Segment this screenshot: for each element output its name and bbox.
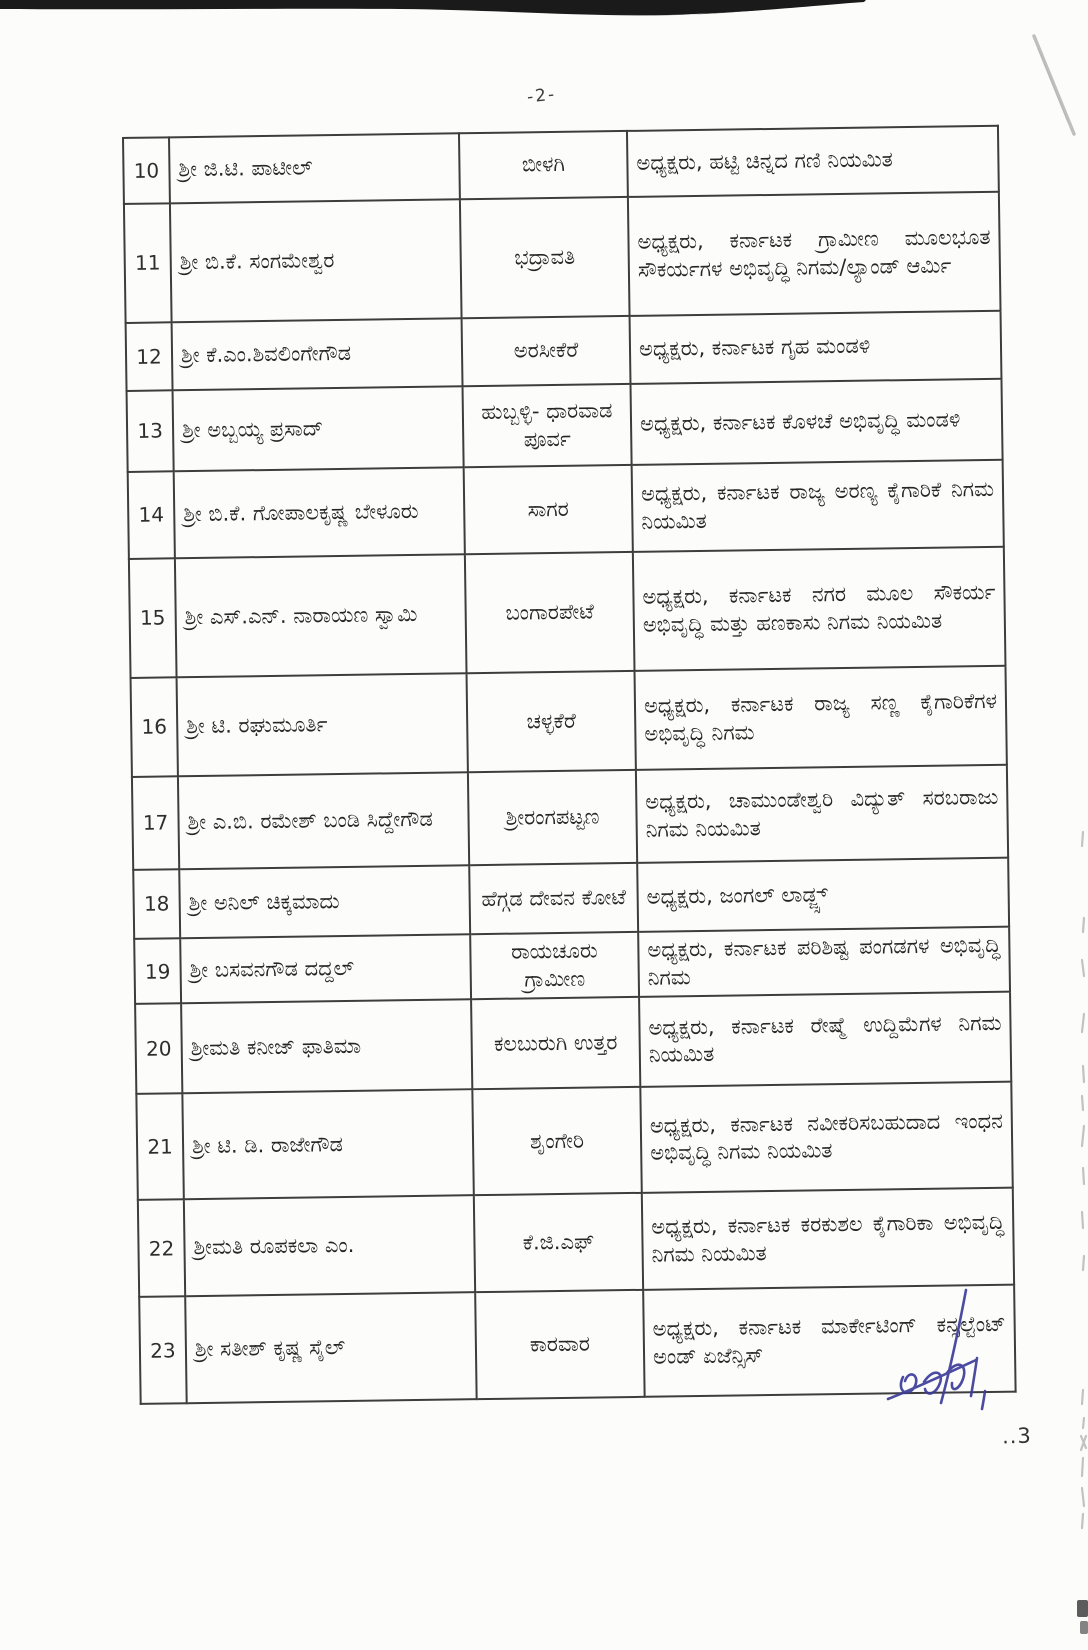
row-number-cell: 17	[132, 776, 179, 870]
appointments-table	[122, 125, 1017, 1406]
table-row	[138, 1188, 1014, 1297]
name-cell: ಶ್ರೀಮತಿ ಕನೀಜ್ ಫಾತಿಮಾ	[181, 1000, 472, 1094]
row-number-cell: 13	[127, 390, 174, 472]
row-number-cell: 12	[126, 322, 173, 391]
name-cell: ಶ್ರೀಮತಿ ರೂಪಕಲಾ ಎಂ.	[184, 1196, 475, 1297]
row-number-cell: 19	[134, 938, 181, 1004]
constituency-cell: ಹುಬ್ಬಳ್ಳಿ- ಧಾರವಾಡ ಪೂರ್ವ	[463, 384, 632, 467]
table-row	[124, 192, 1001, 323]
row-number-cell: 18	[133, 869, 180, 939]
constituency-cell: ಹೆಗ್ಗಡ ದೇವನ ಕೋಟೆ	[469, 863, 638, 934]
constituency-cell: ಅರಸೀಕೆರೆ	[462, 316, 631, 386]
row-number-cell: 22	[138, 1200, 185, 1298]
table-row	[135, 992, 1011, 1094]
constituency-cell: ಕಾರವಾರ	[475, 1290, 644, 1399]
bottom-edge-artifact	[1077, 1600, 1088, 1634]
name-cell: ಶ್ರೀ ಟಿ. ಡಿ. ರಾಜೇಗೌಡ	[182, 1090, 473, 1200]
designation-cell: ಅಧ್ಯಕ್ಷರು, ಕರ್ನಾಟಕ ಪರಿಶಿಷ್ಟ ಪಂಗಡಗಳ ಅಭಿವೃದ್ಧಿ ನಿಗಮ	[638, 927, 1010, 998]
table-row	[128, 460, 1004, 559]
name-cell: ಶ್ರೀ ಸತೀಶ್ ಕೃಷ್ಣ ಸೈಲ್	[185, 1293, 476, 1404]
constituency-cell: ಶ್ರೀರಂಗಪಟ್ಟಣ	[468, 770, 637, 865]
page-continuation-marker: ..3	[1001, 1423, 1033, 1449]
designation-cell: ಅಧ್ಯಕ್ಷರು, ಕರ್ನಾಟಕ ಕರಕುಶಲ ಕೈಗಾರಿಕಾ ಅಭಿವೃದ್ಧಿ ನಿಗಮ ನಿಯಮಿತ	[642, 1188, 1014, 1290]
table-row	[139, 1285, 1015, 1404]
name-cell: ಶ್ರೀ ಕೆ.ಎಂ.ಶಿವಲಿಂಗೇಗೌಡ	[172, 318, 463, 390]
name-cell: ಶ್ರೀ ಅನಿಲ್ ಚಿಕ್ಕಮಾದು	[179, 865, 470, 938]
table-row	[126, 311, 1002, 391]
row-number-cell: 20	[135, 1004, 182, 1095]
constituency-cell: ಚಳ್ಳಕೆರೆ	[467, 671, 636, 772]
name-cell: ಶ್ರೀ ಬಿ.ಕೆ. ಗೋಪಾಲಕೃಷ್ಣ ಬೇಳೂರು	[174, 467, 465, 558]
name-cell: ಶ್ರೀ ಟಿ. ರಘುಮೂರ್ತಿ	[177, 673, 468, 776]
table-row	[132, 765, 1008, 870]
constituency-cell: ಶೃಂಗೇರಿ	[472, 1087, 641, 1195]
name-cell: ಶ್ರೀ ಬಸವನಗೌಡ ದದ್ದಲ್	[180, 934, 471, 1003]
constituency-cell: ಕೆ.ಜಿ.ಎಫ್	[474, 1193, 643, 1292]
designation-cell: ಅಧ್ಯಕ್ಷರು, ಚಾಮುಂಡೇಶ್ವರಿ ವಿದ್ಯುತ್ ಸರಬರಾಜು ನಿಗಮ ನಿಯಮಿತ	[636, 765, 1008, 863]
row-number-cell: 15	[129, 558, 177, 678]
constituency-cell: ಭದ್ರಾವತಿ	[460, 197, 630, 318]
designation-cell: ಅಧ್ಯಕ್ಷರು, ಹಟ್ಟಿ ಚಿನ್ನದ ಗಣಿ ನಿಯಮಿತ	[627, 126, 999, 197]
designation-cell: ಅಧ್ಯಕ್ಷರು, ಕರ್ನಾಟಕ ಗೃಹ ಮಂಡಳಿ	[630, 311, 1002, 384]
constituency-cell: ಸಾಗರ	[464, 465, 633, 554]
page-number: -2-	[526, 84, 558, 108]
designation-cell: ಅಧ್ಯಕ್ಷರು, ಕರ್ನಾಟಕ ರೇಷ್ಮೆ ಉದ್ದಿಮೆಗಳ ನಿಗಮ ನಿಯಮಿತ	[639, 992, 1011, 1087]
row-number-cell: 16	[131, 677, 178, 777]
designation-cell: ಅಧ್ಯಕ್ಷರು, ಕರ್ನಾಟಕ ನವೀಕರಿಸಬಹುದಾದ ಇಂಧನ ಅಭಿವೃದ್ಧಿ ನಿಗಮ ನಿಯಮಿತ	[640, 1082, 1012, 1193]
row-number-cell: 10	[123, 137, 170, 204]
name-cell: ಶ್ರೀ ಎ.ಬಿ. ರಮೇಶ್ ಬಂಡಿ ಸಿದ್ದೇಗೌಡ	[178, 772, 469, 869]
constituency-cell: ಬಂಗಾರಪೇಟೆ	[465, 552, 635, 673]
constituency-cell: ಕಲಬುರುಗಿ ಉತ್ತರ	[471, 997, 640, 1089]
name-cell: ಶ್ರೀ ಅಬ್ಬಯ್ಯ ಪ್ರಸಾದ್	[173, 386, 464, 471]
name-cell: ಶ್ರೀ ಬಿ.ಕೆ. ಸಂಗಮೇಶ್ವರ	[170, 199, 462, 322]
table-row	[136, 1082, 1012, 1200]
constituency-cell: ರಾಯಚೂರು ಗ್ರಾಮೀಣ	[470, 932, 639, 1000]
designation-cell: ಅಧ್ಯಕ್ಷರು, ಕರ್ನಾಟಕ ನಗರ ಮೂಲ ಸೌಕರ್ಯ ಅಭಿವೃದ್ಧಿ ಮತ್ತು ಹಣಕಾಸು ನಿಗಮ ನಿಯಮಿತ	[633, 547, 1006, 671]
bleedthrough-marks	[1081, 832, 1086, 1528]
designation-cell: ಅಧ್ಯಕ್ಷರು, ಕರ್ನಾಟಕ ಮಾರ್ಕೇಟಿಂಗ್ ಕನ್ಸಲ್ಟೆಂಟ್ ಅಂಡ್ ಏಜೆನ್ಸಿಸ್	[643, 1285, 1015, 1397]
name-cell: ಶ್ರೀ ಜಿ.ಟಿ. ಪಾಟೀಲ್	[169, 133, 460, 203]
designation-cell: ಅಧ್ಯಕ್ಷರು, ಕರ್ನಾಟಕ ಕೊಳಚೆ ಅಭಿವೃದ್ಧಿ ಮಂಡಳಿ	[630, 379, 1002, 465]
page-crease-mark	[1034, 36, 1074, 134]
table-row	[127, 379, 1003, 472]
table-row	[131, 666, 1007, 777]
designation-cell: ಅಧ್ಯಕ್ಷರು, ಕರ್ನಾಟಕ ಗ್ರಾಮೀಣ ಮೂಲಭೂತ ಸೌಕರ್ಯಗಳ ಅಭಿವೃದ್ಧಿ ನಿಗಮ/ಲ್ಯಾಂಡ್ ಆರ್ಮಿ	[628, 192, 1001, 316]
table-row	[123, 126, 999, 204]
designation-cell: ಅಧ್ಯಕ್ಷರು, ಜಂಗಲ್ ಲಾಡ್ಜ್ಸ್	[637, 858, 1009, 932]
designation-cell: ಅಧ್ಯಕ್ಷರು, ಕರ್ನಾಟಕ ರಾಜ್ಯ ಅರಣ್ಯ ಕೈಗಾರಿಕೆ ನಿಗಮ ನಿಯಮಿತ	[632, 460, 1004, 552]
table-row	[134, 927, 1010, 1005]
designation-cell: ಅಧ್ಯಕ್ಷರು, ಕರ್ನಾಟಕ ರಾಜ್ಯ ಸಣ್ಣ ಕೈಗಾರಿಕೆಗಳ ಅಭಿವೃದ್ಧಿ ನಿಗಮ	[635, 666, 1007, 770]
table-row	[129, 547, 1006, 678]
row-number-cell: 21	[136, 1094, 183, 1201]
row-number-cell: 11	[124, 203, 172, 323]
name-cell: ಶ್ರೀ ಎಸ್.ಎನ್. ನಾರಾಯಣ ಸ್ವಾಮಿ	[175, 554, 467, 677]
scanner-edge-artifact	[0, 0, 1088, 40]
constituency-cell: ಬೀಳಗಿ	[459, 131, 628, 199]
row-number-cell: 14	[128, 471, 175, 559]
row-number-cell: 23	[139, 1297, 186, 1405]
table-row	[133, 858, 1009, 939]
